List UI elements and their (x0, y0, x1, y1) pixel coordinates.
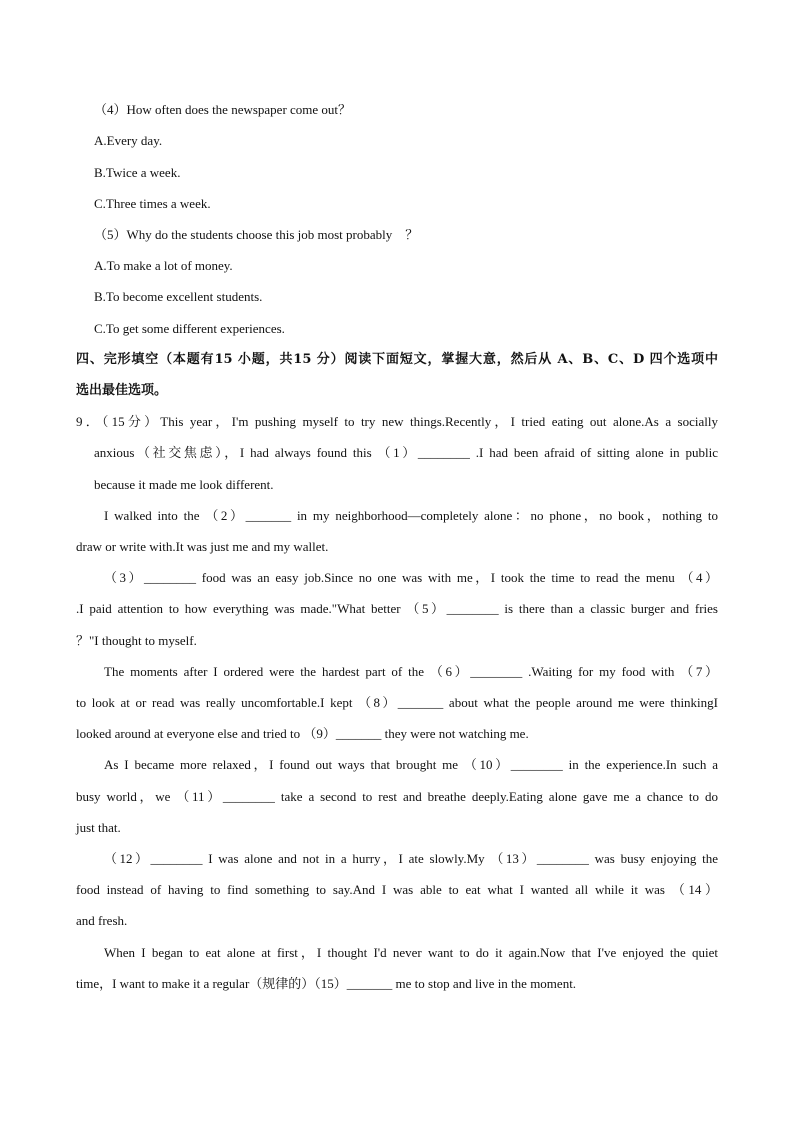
cloze-line: （3）________ food was an easy job.Since no one was with me，I took the time to read the menu （4） (104, 570, 718, 585)
cloze-line: because it made me look different. (94, 477, 274, 492)
cloze-line: anxious（社交焦虑），I had always found this （1）________ .I had been afraid of sitting alone in public (94, 445, 718, 460)
question-4-option-c: C.Three times a week. (94, 196, 211, 211)
question-5-option-a: A.To make a lot of money. (94, 258, 233, 273)
cloze-line: When I began to eat alone at first，I thought I'd never want to do it again.Now that I've enjoyed the quiet (104, 945, 718, 960)
question-5-option-c: C.To get some different experiences. (94, 321, 285, 336)
cloze-line: .I paid attention to how everything was made."What better （5）________ is there than a classic burger and fries (76, 601, 718, 616)
question-5-option-b: B.To become excellent students. (94, 289, 263, 304)
question-5-stem: （5）Why do the students choose this job most probably ？ (94, 227, 419, 242)
cloze-line: The moments after I ordered were the hardest part of the （6）________ .Waiting for my food with （7） (104, 664, 719, 679)
section-heading: 四、完形填空（本题有15 小题，共15 分）阅读下面短文，掌握大意，然后从 A、B、C、D 四个选项中 (76, 352, 718, 367)
cloze-line: ？"I thought to myself. (76, 633, 197, 648)
cloze-line: looked around at everyone else and tried to （9）_______ they were not watching me. (76, 726, 529, 741)
cloze-line: just that. (76, 820, 121, 835)
question-4-option-a: A.Every day. (94, 133, 163, 148)
cloze-line: I walked into the （2）_______ in my neighborhood—completely alone：no phone，no book，nothing to (104, 508, 718, 523)
cloze-line: busy world，we （11）________ take a second to rest and breathe deeply.Eating alone gave me a chance to do (76, 789, 718, 804)
cloze-line: 9．（15分）This year，I'm pushing myself to try new things.Recently，I tried eating out alone.As a socially (76, 414, 718, 429)
cloze-line: As I became more relaxed，I found out ways that brought me （10）________ in the experience.In such a (104, 757, 718, 772)
question-4-stem: （4）How often does the newspaper come out？ (94, 102, 352, 117)
cloze-line: time，I want to make it a regular（规律的）（15）_______ me to stop and live in the moment. (76, 976, 577, 991)
cloze-line: （12）________ I was alone and not in a hurry，I ate slowly.My （13）________ was busy enjoying the (104, 851, 718, 866)
question-4-option-b: B.Twice a week. (94, 165, 181, 180)
cloze-line: and fresh. (76, 913, 128, 928)
cloze-line: food instead of having to find something to say.And I was able to eat what I wanted all while it was （14） (76, 882, 718, 897)
section-heading-cont: 选出最佳选项。 (76, 383, 168, 398)
cloze-line: draw or write with.It was just me and my wallet. (76, 539, 329, 554)
cloze-line: to look at or read was really uncomfortable.I kept （8）_______ about what the people around me were thinkingI (76, 695, 718, 710)
